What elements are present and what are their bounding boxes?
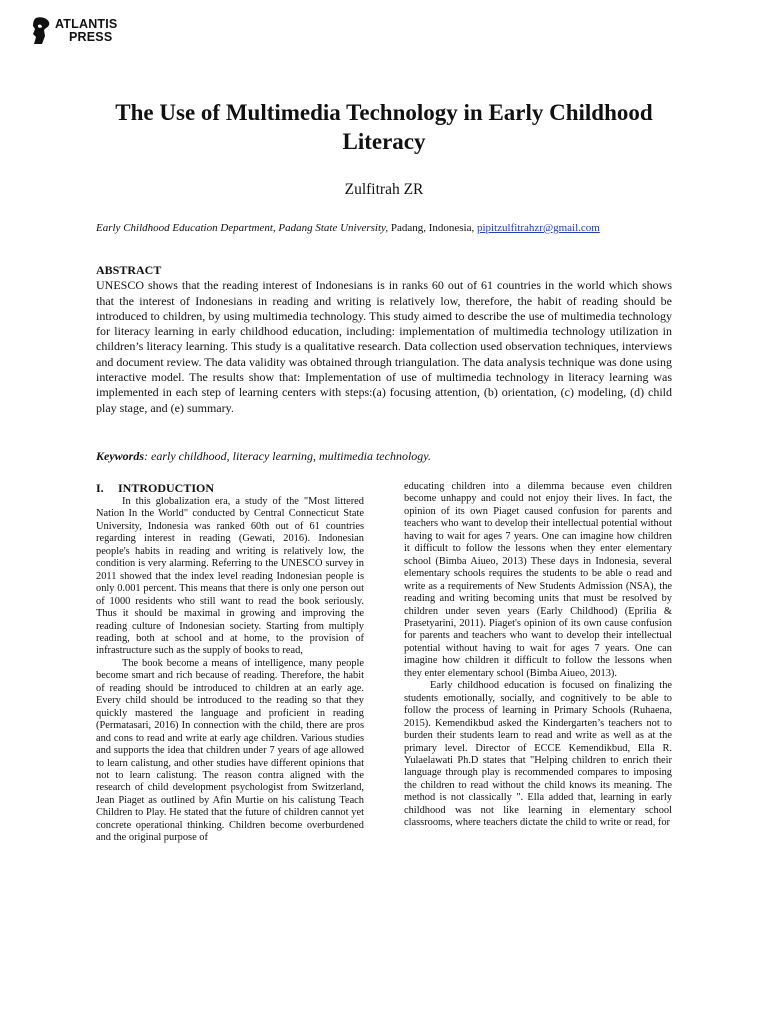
keywords-text: : early childhood, literacy learning, multimedia technology. xyxy=(144,449,431,463)
paragraph: In this globalization era, a study of the "Most littered Nation In the World" conducted by Central Connecticut State University, Indonesia was ranked 60th out of 61 countries regarding interest in reading (Gewati, 2016). Indonesian people's habits in reading and writing is relatively low, the condition is very alarming. Referring to the UNESCO survey in 2011 showed that the index level reading Indonesian people is only 0.001 percent. This means that there is only one person out of 1000 residents who still want to read the book seriously. Thus it should be maximal in growing and improving the reading culture of Indonesian society. Starting from multiply reading, both at school and at home, to the provision of infrastructure such as the supply of books to read, xyxy=(96,496,364,657)
abstract-heading: ABSTRACT xyxy=(96,263,162,277)
section-number: I. xyxy=(96,481,104,495)
keywords-label: Keywords xyxy=(96,449,144,463)
affiliation-department: Early Childhood Education Department, Padang State University, xyxy=(96,222,389,234)
publisher-name xyxy=(55,18,117,44)
paragraph: educating children into a dilemma because even children become unhappy and could not enjoy their lives. In fact, the opinion of its own Piaget caused confusion for parents and teachers who want to develop their intellectual potential without having to wait for ages 7 years. One can imagine how children it difficult to follow the lessons when they enter elementary school (Bimba Aiueo, 2013) These days in Indonesia, several elementary schools requires the students to be able o read and write as a requirements of New Students Admission (NSA), the reading and writing becoming units that must be resolved by children under seven years (Early Childhood) (Eprilia & Prasetyarini, 2011). Piaget's opinion of its own cause confusion for parents and teachers who want to develop their intellectual potential without having to wait for ages 7 years. One can imagine how children it difficult to follow the lessons when they enter elementary school (Bimba Aiueo, 2013). xyxy=(404,481,672,679)
section-heading-introduction xyxy=(96,481,364,495)
paragraph: The book become a means of intelligence, many people become smart and rich because of reading. Therefore, the habit of reading should be introduced to children at an early age. Every child should be introduced to the reading so that they quickly mastered the language and proficient in reading (Permatasari, 2016) In connection with the child, there are pros and cons to read and write at early age children. Various studies and supports the idea that children under 7 years of age allowed to learn calistung, and other studies have different opinions that not to learn calistung. The reason contra aligned with the research of child development psychologist from Switzerland, Jean Piaget as outlined by Afin Murtie on his calistung Teach Children to Play. He stated that the future of children cannot yet concrete operational thinking. Children become overburdened and the original purpose of xyxy=(96,657,364,844)
abstract-section xyxy=(96,263,672,416)
affiliation-location: Padang, Indonesia, xyxy=(388,222,477,234)
right-column xyxy=(404,481,672,830)
abstract-text: UNESCO shows that the reading interest of Indonesians is in ranks 60 out of 61 countries in the world which shows that the interest of Indonesians in reading and writing is relatively low, therefore, the habit of reading should be introduced to children, by using multimedia technology. This study aimed to describe the use of multimedia technology for literacy learning in early childhood education, including: implementation of multimedia technology utilization in children’s literacy learning. This study is a qualitative research. Data collection used observation techniques, interviews and document review. The data validity was obtained through triangulation. The data analysis technique was done using interactive model. The results show that: Implementation of use of multimedia technology in literacy learning was implemented in each step of learning centers with steps:(a) focusing attention, (b) orientation, (c) modeling, (d) child play stage, and (e) summary. xyxy=(96,278,672,415)
author-name: Zulfitrah ZR xyxy=(344,181,424,198)
affiliation xyxy=(96,222,600,234)
author-email-link[interactable]: pipitzulfitrahzr@gmail.com xyxy=(476,222,600,234)
publisher-name-line2: PRESS xyxy=(69,30,113,44)
publisher-name-line1: ATLANTIS xyxy=(55,17,118,31)
section-title: INTRODUCTION xyxy=(118,481,215,495)
keywords-line xyxy=(96,449,431,464)
paper-title: The Use of Multimedia Technology in Early Childhood Literacy xyxy=(115,100,653,154)
publisher-logo xyxy=(30,16,117,46)
left-column xyxy=(96,481,364,845)
atlantis-figure-icon xyxy=(30,16,52,46)
paragraph: Early childhood education is focused on finalizing the students emotionally, socially, and cognitively to be able to follow the process of learning in Primary Schools (Ruhaena, 2015). Kemendikbud asked the Kindergarten’s teachers not to burden their students learn to read and write as well as at the primary level. Director of ECCE Kemendikbud, Ella R. Yulaelawati Ph.D states that "Helping children to enrich their language through play is recommended compares to imposing the children to read without the child knows its meaning. The method is not classically ". Ella added that, learning in early childhood was not like learning in elementary school classrooms, where teachers dictate the child to write or read, for xyxy=(404,680,672,829)
